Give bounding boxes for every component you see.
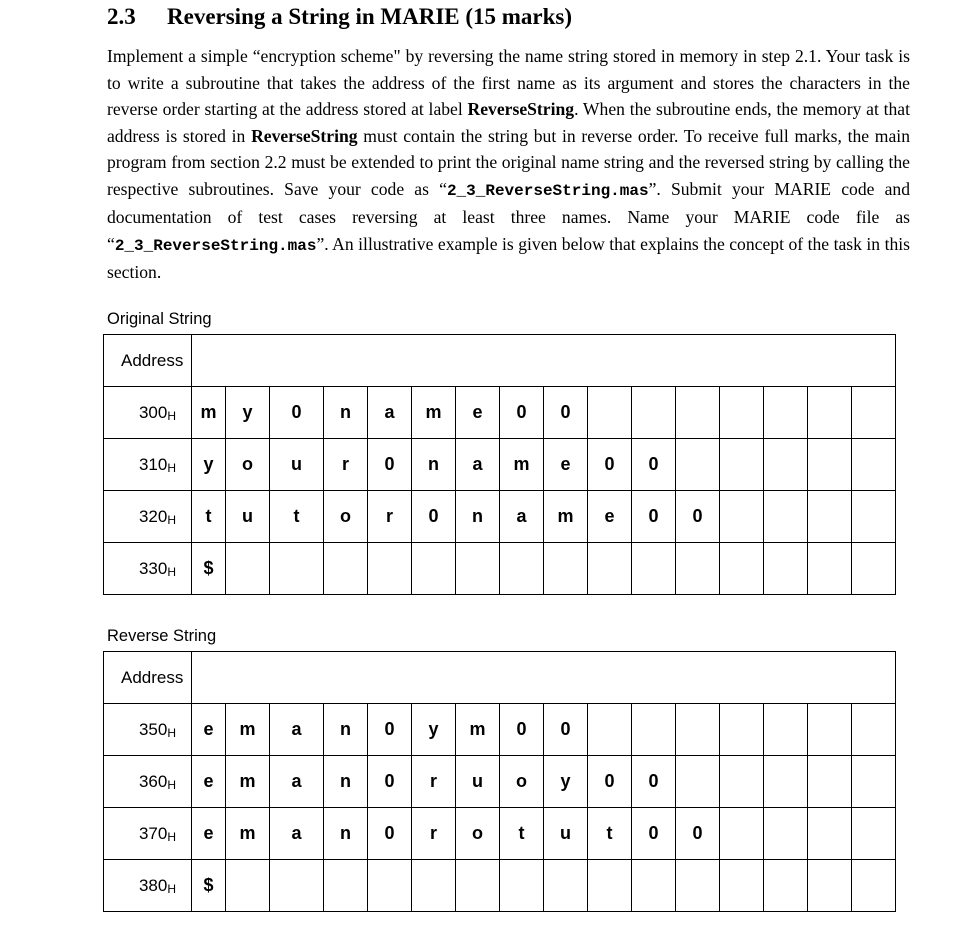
memory-cell — [676, 860, 720, 912]
memory-cell — [226, 543, 270, 595]
memory-cell: y — [192, 439, 226, 491]
memory-cell: 0 — [270, 387, 324, 439]
memory-cell — [544, 543, 588, 595]
memory-row — [104, 543, 896, 595]
memory-cell: $ — [192, 860, 226, 912]
memory-cell: 0 — [632, 491, 676, 543]
memory-cell: u — [456, 756, 500, 808]
memory-cell: m — [226, 808, 270, 860]
hex-suffix: H — [167, 881, 176, 896]
memory-cell — [632, 387, 676, 439]
address-cell — [104, 439, 192, 491]
memory-cell: m — [226, 704, 270, 756]
memory-cell — [324, 543, 368, 595]
memory-cell — [226, 860, 270, 912]
memory-cell: r — [412, 756, 456, 808]
address-cell — [104, 860, 192, 912]
memory-cell: m — [544, 491, 588, 543]
memory-cell: r — [412, 808, 456, 860]
text-run: must contain the string but in reverse order. To receive full marks, the main program from section 2.2 must be extended to print the original name string and the reversed string by calling the respective subroutines. Save your code as “ — [107, 125, 910, 199]
memory-cell: t — [192, 491, 226, 543]
section-number: 2.3 — [107, 4, 136, 29]
task-description — [107, 43, 910, 286]
reverse-string-table — [103, 651, 896, 912]
memory-cell — [720, 756, 764, 808]
memory-cell: n — [324, 387, 368, 439]
memory-cell — [764, 756, 808, 808]
memory-cell: y — [412, 704, 456, 756]
memory-cell: 0 — [368, 704, 412, 756]
memory-cell — [720, 439, 764, 491]
hex-suffix: H — [167, 460, 176, 475]
memory-cell: a — [270, 756, 324, 808]
memory-cell — [720, 860, 764, 912]
memory-cell: a — [368, 387, 412, 439]
memory-cell: a — [456, 439, 500, 491]
section-title: Reversing a String in MARIE (15 marks) — [167, 4, 573, 29]
table-header-row — [104, 652, 896, 704]
memory-cell — [412, 860, 456, 912]
text-run: . When the subroutine ends, the memory at that address is stored in — [107, 99, 911, 146]
section-heading — [107, 4, 572, 30]
memory-cell — [852, 491, 896, 543]
memory-row — [104, 439, 896, 491]
memory-cell: u — [544, 808, 588, 860]
memory-cell — [676, 387, 720, 439]
memory-cell: e — [588, 491, 632, 543]
memory-cell: u — [270, 439, 324, 491]
memory-cell — [368, 543, 412, 595]
memory-cell — [808, 756, 852, 808]
memory-row — [104, 387, 896, 439]
text-run: ”. Submit your MARIE code and documentation of test cases reversing at least three names. Name your MARIE code file as “ — [107, 178, 910, 254]
memory-cell — [808, 387, 852, 439]
address-value: 310 — [138, 454, 168, 474]
memory-cell: e — [544, 439, 588, 491]
reverse-string-caption: Reverse String — [107, 627, 217, 645]
memory-cell — [764, 387, 808, 439]
memory-cell — [852, 704, 896, 756]
memory-cell: m — [192, 387, 226, 439]
file-name: 2_3_ReverseString.mas — [114, 236, 317, 255]
hex-suffix: H — [167, 777, 176, 792]
memory-cell — [720, 491, 764, 543]
memory-cell: 0 — [588, 439, 632, 491]
memory-cell — [632, 704, 676, 756]
memory-cell — [588, 860, 632, 912]
header-blank-cell — [192, 335, 896, 387]
memory-cell: n — [324, 756, 368, 808]
address-value: 380 — [138, 875, 168, 895]
memory-cell — [764, 543, 808, 595]
memory-cell — [676, 543, 720, 595]
memory-cell: m — [226, 756, 270, 808]
memory-cell — [270, 543, 324, 595]
address-header: Address — [104, 652, 192, 704]
memory-cell — [720, 387, 764, 439]
address-value: 330 — [138, 558, 168, 578]
memory-cell: 0 — [632, 439, 676, 491]
memory-cell: a — [270, 808, 324, 860]
file-name: 2_3_ReverseString.mas — [446, 181, 649, 200]
memory-row — [104, 704, 896, 756]
memory-cell: e — [192, 756, 226, 808]
memory-cell: y — [226, 387, 270, 439]
memory-cell: $ — [192, 543, 226, 595]
memory-cell — [456, 860, 500, 912]
hex-suffix: H — [167, 564, 176, 579]
hex-suffix: H — [167, 725, 176, 740]
memory-cell — [720, 543, 764, 595]
memory-cell: n — [412, 439, 456, 491]
memory-row — [104, 808, 896, 860]
memory-cell — [632, 543, 676, 595]
memory-cell: 0 — [588, 756, 632, 808]
memory-cell: 0 — [676, 808, 720, 860]
memory-cell — [764, 808, 808, 860]
memory-cell: m — [412, 387, 456, 439]
memory-cell: a — [270, 704, 324, 756]
header-blank-cell — [192, 652, 896, 704]
text-run: Implement a simple “encryption scheme" by reversing the name string stored in memory in step 2.1. Your task is to write a subroutine that takes the address of the first name as its argument and stores the characters in the reverse order starting at the address stored at label — [107, 46, 910, 119]
address-value: 300 — [138, 402, 168, 422]
memory-cell — [808, 543, 852, 595]
memory-cell: m — [500, 439, 544, 491]
memory-cell: 0 — [544, 387, 588, 439]
memory-cell — [764, 704, 808, 756]
memory-cell — [588, 704, 632, 756]
memory-cell — [270, 860, 324, 912]
memory-cell: e — [192, 704, 226, 756]
memory-cell — [764, 491, 808, 543]
memory-cell — [456, 543, 500, 595]
memory-cell: t — [588, 808, 632, 860]
original-string-caption: Original String — [107, 310, 212, 328]
memory-cell — [852, 860, 896, 912]
memory-cell: r — [324, 439, 368, 491]
address-value: 320 — [138, 506, 168, 526]
memory-cell — [632, 860, 676, 912]
memory-cell: n — [456, 491, 500, 543]
memory-cell: 0 — [632, 808, 676, 860]
memory-row — [104, 756, 896, 808]
memory-cell: o — [500, 756, 544, 808]
memory-cell — [764, 439, 808, 491]
memory-cell — [588, 387, 632, 439]
memory-cell: t — [270, 491, 324, 543]
memory-cell: o — [226, 439, 270, 491]
memory-cell — [808, 704, 852, 756]
memory-cell — [676, 756, 720, 808]
memory-cell: e — [456, 387, 500, 439]
memory-cell — [764, 860, 808, 912]
memory-cell — [676, 704, 720, 756]
address-cell — [104, 543, 192, 595]
memory-cell — [500, 860, 544, 912]
memory-row — [104, 860, 896, 912]
memory-cell — [808, 860, 852, 912]
address-value: 350 — [138, 719, 168, 739]
memory-cell — [720, 704, 764, 756]
memory-cell — [544, 860, 588, 912]
memory-cell: t — [500, 808, 544, 860]
memory-cell: 0 — [544, 704, 588, 756]
address-value: 370 — [138, 823, 168, 843]
memory-cell: o — [456, 808, 500, 860]
memory-cell: 0 — [368, 439, 412, 491]
memory-cell — [852, 756, 896, 808]
memory-cell: 0 — [500, 704, 544, 756]
label-reverse-string: ReverseString — [467, 99, 575, 119]
memory-cell: 0 — [412, 491, 456, 543]
address-cell — [104, 704, 192, 756]
memory-cell: r — [368, 491, 412, 543]
hex-suffix: H — [167, 408, 176, 423]
original-string-table — [103, 334, 896, 595]
memory-cell — [368, 860, 412, 912]
address-cell — [104, 491, 192, 543]
address-cell — [104, 387, 192, 439]
memory-cell: 0 — [632, 756, 676, 808]
memory-cell: o — [324, 491, 368, 543]
memory-cell: n — [324, 704, 368, 756]
memory-cell: 0 — [368, 756, 412, 808]
memory-cell: y — [544, 756, 588, 808]
memory-row — [104, 491, 896, 543]
memory-cell — [808, 808, 852, 860]
memory-cell — [720, 808, 764, 860]
address-value: 360 — [138, 771, 168, 791]
memory-cell — [412, 543, 456, 595]
hex-suffix: H — [167, 512, 176, 527]
memory-cell — [808, 439, 852, 491]
memory-cell — [588, 543, 632, 595]
memory-cell: 0 — [500, 387, 544, 439]
memory-cell: a — [500, 491, 544, 543]
memory-cell — [852, 543, 896, 595]
memory-cell — [324, 860, 368, 912]
memory-cell: m — [456, 704, 500, 756]
label-reverse-string: ReverseString — [251, 125, 358, 146]
table-header-row — [104, 335, 896, 387]
address-cell — [104, 808, 192, 860]
memory-cell: n — [324, 808, 368, 860]
hex-suffix: H — [167, 829, 176, 844]
memory-cell: 0 — [368, 808, 412, 860]
memory-cell — [852, 439, 896, 491]
memory-cell — [676, 439, 720, 491]
memory-cell: u — [226, 491, 270, 543]
memory-cell: e — [192, 808, 226, 860]
memory-cell — [808, 491, 852, 543]
memory-cell: 0 — [676, 491, 720, 543]
address-cell — [104, 756, 192, 808]
memory-cell — [852, 808, 896, 860]
memory-cell — [500, 543, 544, 595]
text-run: ”. An illustrative example is given below that explains the concept of the task in this section. — [107, 233, 910, 282]
memory-cell — [852, 387, 896, 439]
address-header: Address — [104, 335, 192, 387]
